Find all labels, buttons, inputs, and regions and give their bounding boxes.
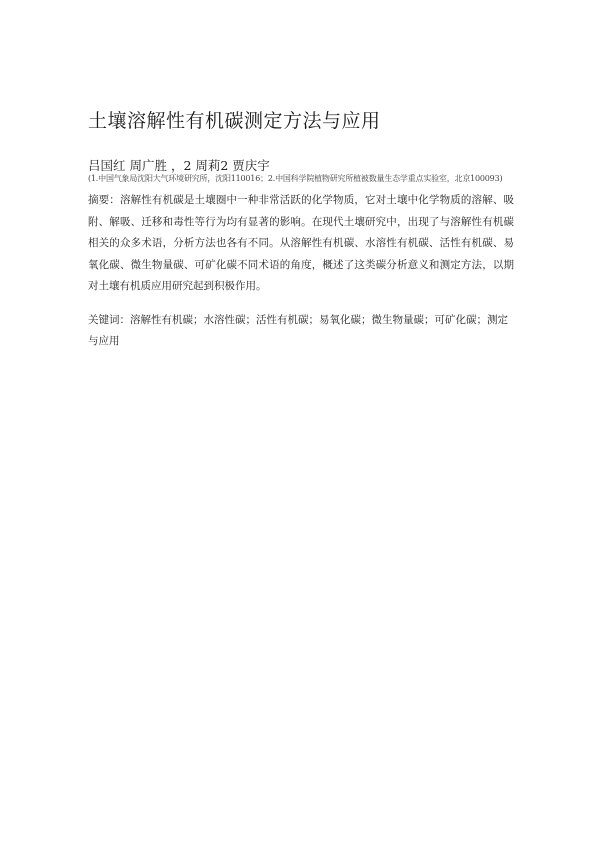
paper-title: 土壤溶解性有机碳测定方法与应用 [88, 110, 381, 132]
author-list: 吕国红 周广胜 ，2 周莉2 贾庆宇 [88, 158, 270, 173]
author-affiliation: (1.中国气象局沈阳大气环境研究所，沈阳110016；2.中国科学院植物研究所植被数量生态学重点实验室，北京100093) [88, 174, 503, 183]
keywords-paragraph: 关键词：溶解性有机碳；水溶性碳；活性有机碳；易氧化碳；微生物量碳；可矿化碳；测定与应用 [88, 314, 508, 347]
abstract-paragraph: 摘要：溶解性有机碳是土壤圈中一种非常活跃的化学物质，它对土壤中化学物质的溶解、吸附、解吸、迁移和毒性等行为均有显著的影响。在现代土壤研究中，出现了与溶解性有机碳相关的众多术语，分析方法也各有不同。从溶解性有机碳、水溶性有机碳、活性有机碳、易氧化碳、微生物量碳、可矿化碳不同术语的角度，概述了这类碳分析意义和测定方法，以期对土壤有机质应用研究起到积极作用。 [88, 194, 514, 293]
